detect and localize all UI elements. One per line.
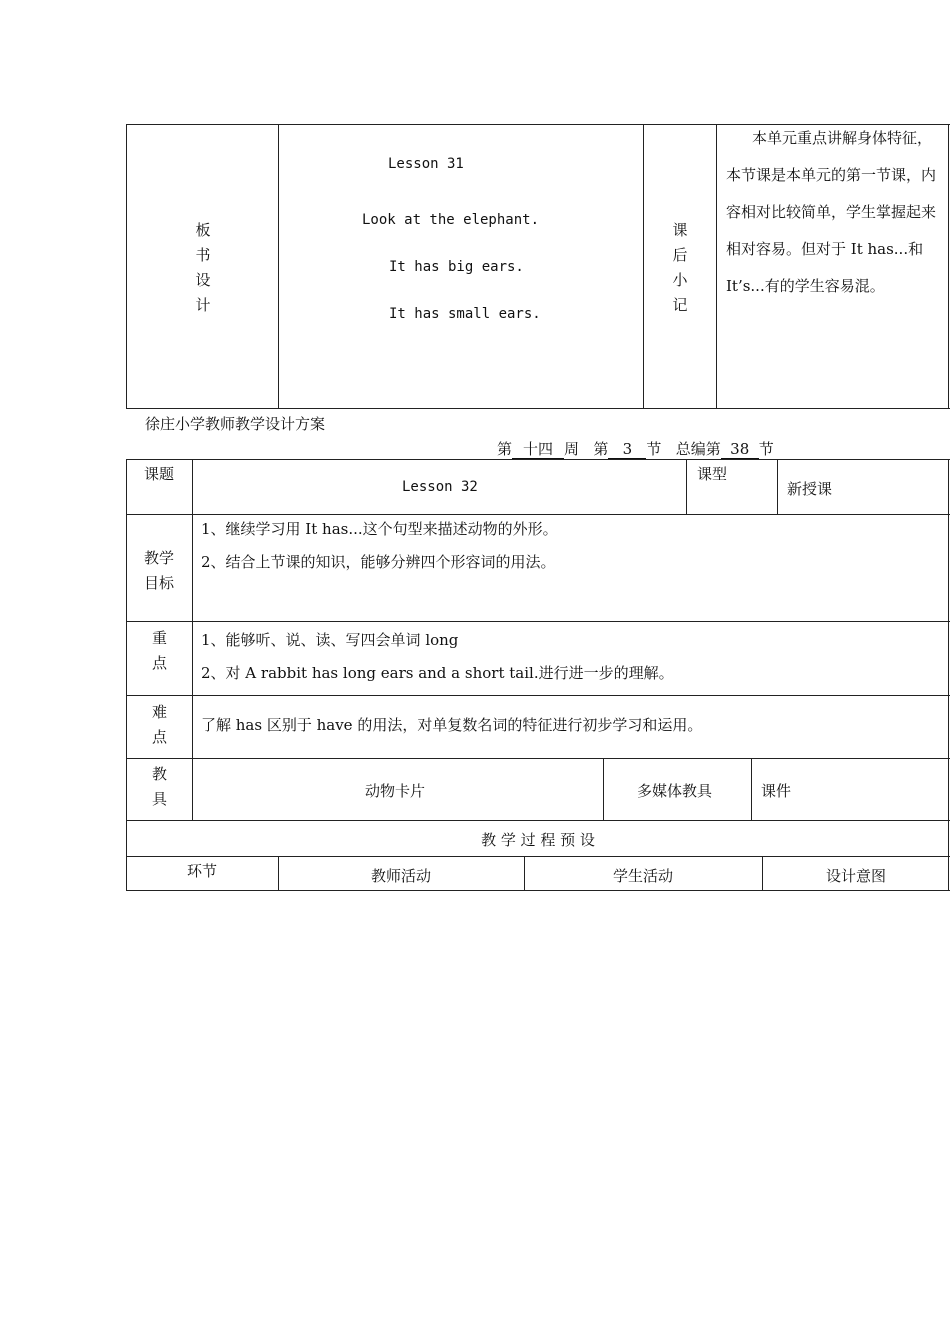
board-line: Look at the elephant. xyxy=(362,212,540,228)
tools-value: 动物卡片 xyxy=(365,782,426,800)
label-col-divider xyxy=(192,459,193,820)
media-value: 课件 xyxy=(761,782,792,800)
key-point-item: 1、能够听、说、读、写四会单词 long xyxy=(201,631,459,649)
tools-label: 教 具 xyxy=(152,765,168,808)
difficulty-text: 了解 has 区别于 have 的用法，对单复数名词的特征进行初步学习和运用。 xyxy=(201,716,703,734)
row-divider xyxy=(126,514,950,515)
key-points-label: 重 点 xyxy=(152,629,168,672)
process-title: 教 学 过 程 预 设 xyxy=(481,831,595,849)
row-divider xyxy=(126,856,950,857)
col-divider xyxy=(686,459,687,514)
col-divider xyxy=(716,124,717,409)
notes-text: 本单元重点讲解身体特征， 本节课是本单元的第一节课，内 容相对比较简单，学生掌握起来 相对容易。但对于 It has...和 It’s...有的学生容易混。 xyxy=(726,129,937,295)
col-divider xyxy=(603,758,604,820)
key-point-item: 2、对 A rabbit has long ears and a short tail.进行进一步的理解。 xyxy=(201,664,674,682)
goal-item: 2、结合上节课的知识，能够分辨四个形容词的用法。 xyxy=(201,553,556,571)
week-value: 十四 xyxy=(512,440,564,459)
column-header-intent: 设计意图 xyxy=(825,867,886,885)
col-divider xyxy=(777,459,778,514)
media-label: 多媒体教具 xyxy=(637,782,713,800)
type-value: 新授课 xyxy=(787,480,833,498)
topic-value: Lesson 32 xyxy=(402,479,478,495)
row-divider xyxy=(126,758,950,759)
board-line: It has small ears. xyxy=(389,306,541,322)
row-divider xyxy=(126,695,950,696)
goals-label: 教学 目标 xyxy=(144,549,175,592)
column-header-stage: 环节 xyxy=(186,862,217,880)
column-header-student: 学生活动 xyxy=(612,867,673,885)
column-header-teacher: 教师活动 xyxy=(370,867,431,885)
notes-label: 课 后 小 记 xyxy=(672,221,688,314)
type-label: 课型 xyxy=(697,465,728,483)
board-line-title: Lesson 31 xyxy=(388,156,464,172)
goal-item: 1、继续学习用 It has...这个句型来描述动物的外形。 xyxy=(201,520,558,538)
row-divider xyxy=(126,820,950,821)
board-line: It has big ears. xyxy=(389,259,524,275)
col-divider xyxy=(751,758,752,820)
school-title: 徐庄小学教师教学设计方案 xyxy=(145,415,326,433)
board-design-label: 板 书 设 计 xyxy=(195,221,211,314)
section-value: 3 xyxy=(608,440,646,459)
col-divider xyxy=(278,124,279,409)
col-divider xyxy=(643,124,644,409)
topic-label: 课题 xyxy=(144,465,175,483)
schedule-line: 第 十四 周 第 3 节 总编第 38 节 xyxy=(497,440,774,458)
right-edge xyxy=(948,459,949,891)
row-divider xyxy=(126,890,950,891)
difficulty-label: 难 点 xyxy=(152,703,168,746)
row-divider xyxy=(126,621,950,622)
total-value: 38 xyxy=(721,440,759,459)
